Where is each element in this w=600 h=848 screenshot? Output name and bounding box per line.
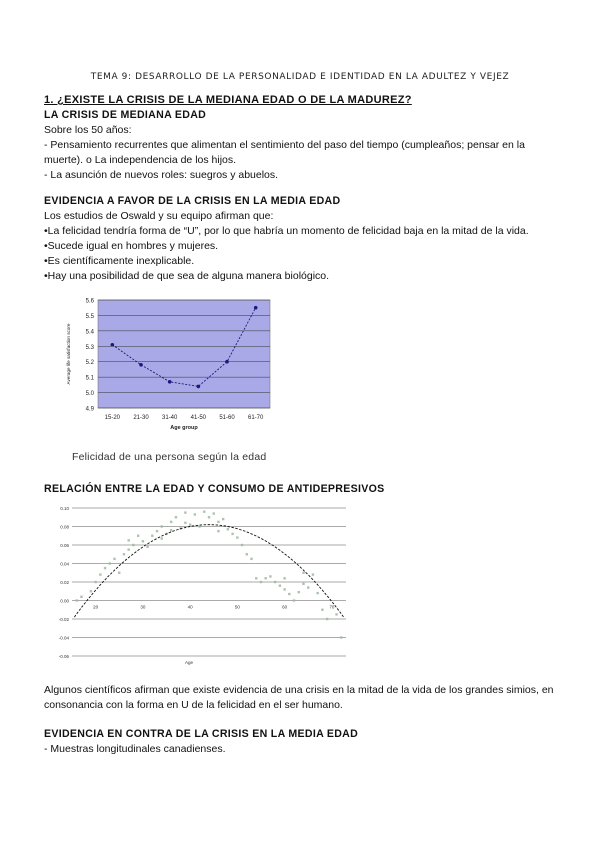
y-tick-label: 5.5 [85, 313, 94, 320]
scatter-point [203, 511, 205, 513]
scatter-point [217, 530, 219, 532]
scatter-point [217, 521, 219, 523]
scatter-point [94, 581, 96, 583]
data-point [168, 380, 172, 384]
scatter-point [283, 577, 285, 579]
section-2-intro: Los estudios de Oswald y su equipo afirman que: [44, 210, 274, 222]
section-2-bullet: •Es científicamente inexplicable. [44, 255, 195, 267]
scatter-point [80, 596, 82, 598]
section-1-heading: 1. ¿EXISTE LA CRISIS DE LA MEDIANA EDAD O DE LA MADUREZ? [44, 94, 412, 106]
x-axis-label: Age [184, 660, 194, 665]
section-1-line: Sobre los 50 años: [44, 124, 132, 136]
x-tick-label: 21-30 [133, 415, 149, 421]
y-tick-label: 5.4 [85, 329, 94, 336]
scatter-point [189, 523, 191, 525]
scatter-point [123, 553, 125, 555]
scatter-point [288, 593, 290, 595]
data-point [111, 343, 115, 347]
section-1-line: - Pensamiento recurrentes que alimentan el sentimiento del paso del tiempo (cumpleaños; pensar en la muerte). o La independencia de los hijos. [44, 139, 525, 166]
section-2-bullet: •Hay una posibilidad de que sea de alguna manera biológico. [44, 270, 330, 282]
scatter-point [198, 525, 200, 527]
x-axis-label: Age group [170, 425, 198, 431]
scatter-point [279, 585, 281, 587]
scatter-point [170, 521, 172, 523]
section-4 [44, 727, 564, 757]
chart-1-caption: Felicidad de una persona según la edad [72, 451, 267, 463]
data-point [225, 360, 229, 364]
x-tick-label: 40 [187, 604, 193, 610]
x-tick-label: 70 [329, 604, 335, 610]
section-4-heading: EVIDENCIA EN CONTRA DE LA CRISIS EN LA MEDIA EDAD [44, 728, 359, 740]
y-tick-label: 5.0 [85, 391, 94, 398]
trend-line [74, 525, 343, 618]
scatter-point [161, 537, 163, 539]
scatter-point [293, 599, 295, 601]
scatter-point [298, 591, 300, 593]
section-3-heading: RELACIÓN ENTRE LA EDAD Y CONSUMO DE ANTIDEPRESIVOS [44, 483, 385, 495]
scatter-point [222, 518, 224, 520]
scatter-point [326, 618, 328, 620]
scatter-point [151, 535, 153, 537]
scatter-point [255, 577, 257, 579]
section-3 [44, 482, 564, 497]
section-1 [44, 93, 564, 183]
scatter-point [316, 592, 318, 594]
y-axis-label: Average life satisfaction score [66, 323, 71, 385]
scatter-point [142, 540, 144, 542]
section-2-heading: EVIDENCIA A FAVOR DE LA CRISIS EN LA MEDIA EDAD [44, 195, 341, 207]
scatter-point [104, 567, 106, 569]
plot-area [98, 300, 270, 408]
y-tick-label: 0.10 [60, 506, 69, 511]
scatter-point [321, 609, 323, 611]
x-tick-label: 60 [282, 604, 288, 610]
y-tick-label: 5.1 [85, 375, 94, 382]
scatter-point [307, 586, 309, 588]
data-point [254, 306, 258, 310]
x-tick-label: 30 [140, 604, 146, 610]
scatter-point [118, 572, 120, 574]
x-tick-label: 41-50 [190, 415, 207, 421]
y-tick-label: 0.04 [60, 561, 69, 567]
scatter-point [241, 544, 243, 546]
scatter-point [90, 590, 92, 592]
happiness-by-age-chart [60, 292, 290, 440]
x-tick-label: 61-70 [247, 415, 264, 421]
scatter-point [250, 558, 252, 560]
scatter-point [264, 577, 266, 579]
scatter-point [194, 513, 196, 515]
scatter-point [109, 562, 111, 564]
scatter-point [260, 581, 262, 583]
y-tick-label: 0.08 [60, 524, 69, 530]
scatter-point [137, 535, 139, 537]
y-tick-label: 5.3 [85, 344, 94, 351]
scatter-point [208, 516, 210, 518]
y-tick-label: 0.02 [60, 580, 69, 585]
scatter-point [236, 536, 238, 538]
scatter-point [340, 636, 342, 638]
section-4-line: - Muestras longitudinales canadienses. [44, 743, 226, 755]
y-tick-label: 0.00 [60, 598, 69, 604]
section-2-bullet: •La felicidad tendría forma de “U”, por lo que habría un momento de felicidad baja en la mitad de la vida. [44, 225, 529, 237]
scatter-point [302, 583, 304, 585]
scatter-point [213, 512, 215, 514]
y-tick-label: 4.9 [85, 406, 94, 413]
x-tick-label: 50 [234, 604, 240, 610]
scatter-point [227, 528, 229, 530]
scatter-point [302, 572, 304, 574]
x-tick-label: 15-20 [104, 415, 121, 421]
section-2-bullet: •Sucede igual en hombres y mujeres. [44, 240, 219, 252]
y-tick-label: 0.06 [60, 543, 69, 548]
y-tick-label: -0.04 [58, 635, 69, 641]
x-tick-label: 51-60 [219, 415, 235, 421]
scatter-point [146, 546, 148, 548]
scatter-point [99, 573, 101, 575]
scatter-point [184, 522, 186, 524]
scatter-point [156, 530, 158, 532]
scatter-point [246, 553, 248, 555]
data-point [197, 385, 201, 389]
section-2 [44, 194, 564, 284]
scatter-point [283, 588, 285, 590]
x-tick-label: 20 [93, 604, 99, 610]
scatter-point [127, 539, 129, 541]
scatter-point [76, 599, 78, 601]
scatter-point [127, 548, 129, 550]
scatter-point [231, 533, 233, 535]
body-paragraph: Algunos científicos afirman que existe evidencia de una crisis en la mitad de la vida de los grandes simios, en consonancia con la forma en U de la felicidad en el ser humano. [44, 684, 554, 711]
scatter-point [274, 581, 276, 583]
antidepressant-by-age-chart [46, 502, 352, 666]
scatter-point [170, 529, 172, 531]
y-tick-label: 5.2 [85, 360, 94, 367]
y-tick-label: -0.06 [58, 654, 69, 659]
scatter-point [269, 575, 271, 577]
scatter-point [312, 573, 314, 575]
scatter-point [161, 525, 163, 527]
page-header: TEMA 9: DESARROLLO DE LA PERSONALIDAD E IDENTIDAD EN LA ADULTEZ Y VEJEZ [90, 72, 510, 82]
scatter-point [335, 613, 337, 615]
scatter-point [132, 544, 134, 546]
scatter-point [113, 558, 115, 560]
scatter-point [175, 516, 177, 518]
section-1-line: - La asunción de nuevos roles: suegros y abuelos. [44, 169, 279, 181]
y-tick-label: 5.6 [85, 298, 94, 305]
data-point [139, 363, 143, 367]
section-1-subheading: LA CRISIS DE MEDIANA EDAD [44, 109, 207, 121]
paragraph-block [44, 683, 564, 713]
x-tick-label: 31-40 [161, 415, 178, 421]
scatter-point [184, 511, 186, 513]
y-tick-label: -0.02 [58, 617, 69, 622]
